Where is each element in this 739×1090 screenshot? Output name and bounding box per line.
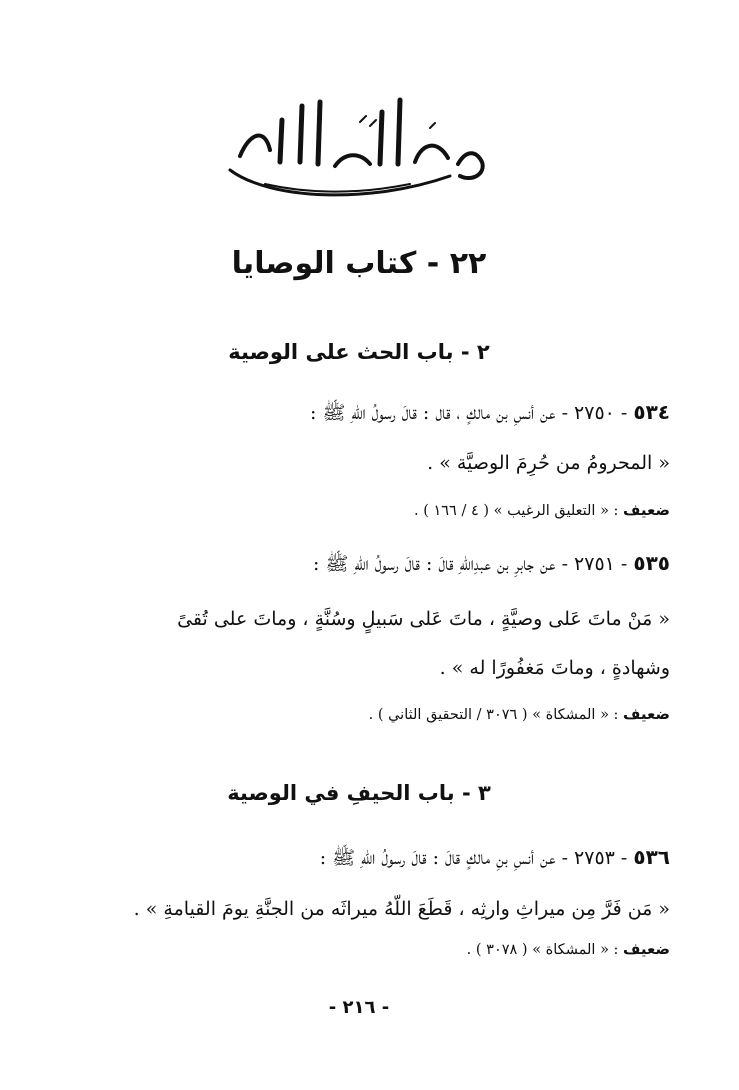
page-number: - ٢١٦ - <box>328 997 390 1018</box>
hadith-grade <box>48 940 670 958</box>
hadith-matn: « مَن فَرَّ مِن ميراثِ وارثِه ، قَطَعَ اللّهُ ميراثَه من الجنَّةِ يومَ القيامةِ » . <box>133 898 670 920</box>
grade-label: ضعيف <box>623 501 670 519</box>
hadith-number: ٥٣٦ <box>633 845 670 869</box>
hadith-isnad <box>48 400 670 429</box>
hadith-isnad-text: - ٢٧٥١ - عن جابرِ بن عبدِاللهِ قالَ : قالَ رسولُ اللّهِ ﷺ : <box>313 553 634 575</box>
chapter-title: ٢ - باب الحث على الوصية <box>228 340 490 364</box>
chapter-title: ٣ - باب الحيفِ في الوصية <box>227 781 491 805</box>
hadith-number: ٥٣٤ <box>633 400 670 424</box>
basmala-calligraphy <box>210 92 500 212</box>
grade-label: ضعيف <box>623 705 670 723</box>
hadith-matn: « مَنْ ماتَ عَلى وصيَّةٍ ، ماتَ عَلى سَبيلٍ وسُنَّةٍ ، وماتَ على تُقىً <box>177 608 670 630</box>
hadith-grade <box>48 705 670 723</box>
book-title: ٢٢ - كتاب الوصايا <box>231 246 487 281</box>
hadith-isnad <box>48 845 670 874</box>
hadith-grade <box>48 501 670 519</box>
grade-source: : « المشكاة » ( ٣٠٧٨ ) . <box>466 942 624 958</box>
hadith-matn: « المحرومُ من حُرِمَ الوصيَّة » . <box>427 452 670 474</box>
hadith-isnad-text: - ٢٧٥٣ - عن أنسِ بنِ مالكٍ قالَ : قالَ رسولُ اللّهِ ﷺ : <box>319 847 634 869</box>
hadith-isnad-text: - ٢٧٥٠ - عن أنسِ بن مالكٍ ، قال : قالَ رسولُ اللّهِ ﷺ : <box>310 402 634 424</box>
hadith-number: ٥٣٥ <box>633 551 670 575</box>
hadith-isnad <box>48 551 670 580</box>
grade-source: : « التعليق الرغيب » ( ٤ / ١٦٦ ) . <box>414 503 624 519</box>
grade-source: : « المشكاة » ( ٣٠٧٦ / التحقيق الثاني ) . <box>368 707 624 723</box>
grade-label: ضعيف <box>623 940 670 958</box>
hadith-matn: وشهادةٍ ، وماتَ مَغفُورًا له » . <box>439 657 670 679</box>
